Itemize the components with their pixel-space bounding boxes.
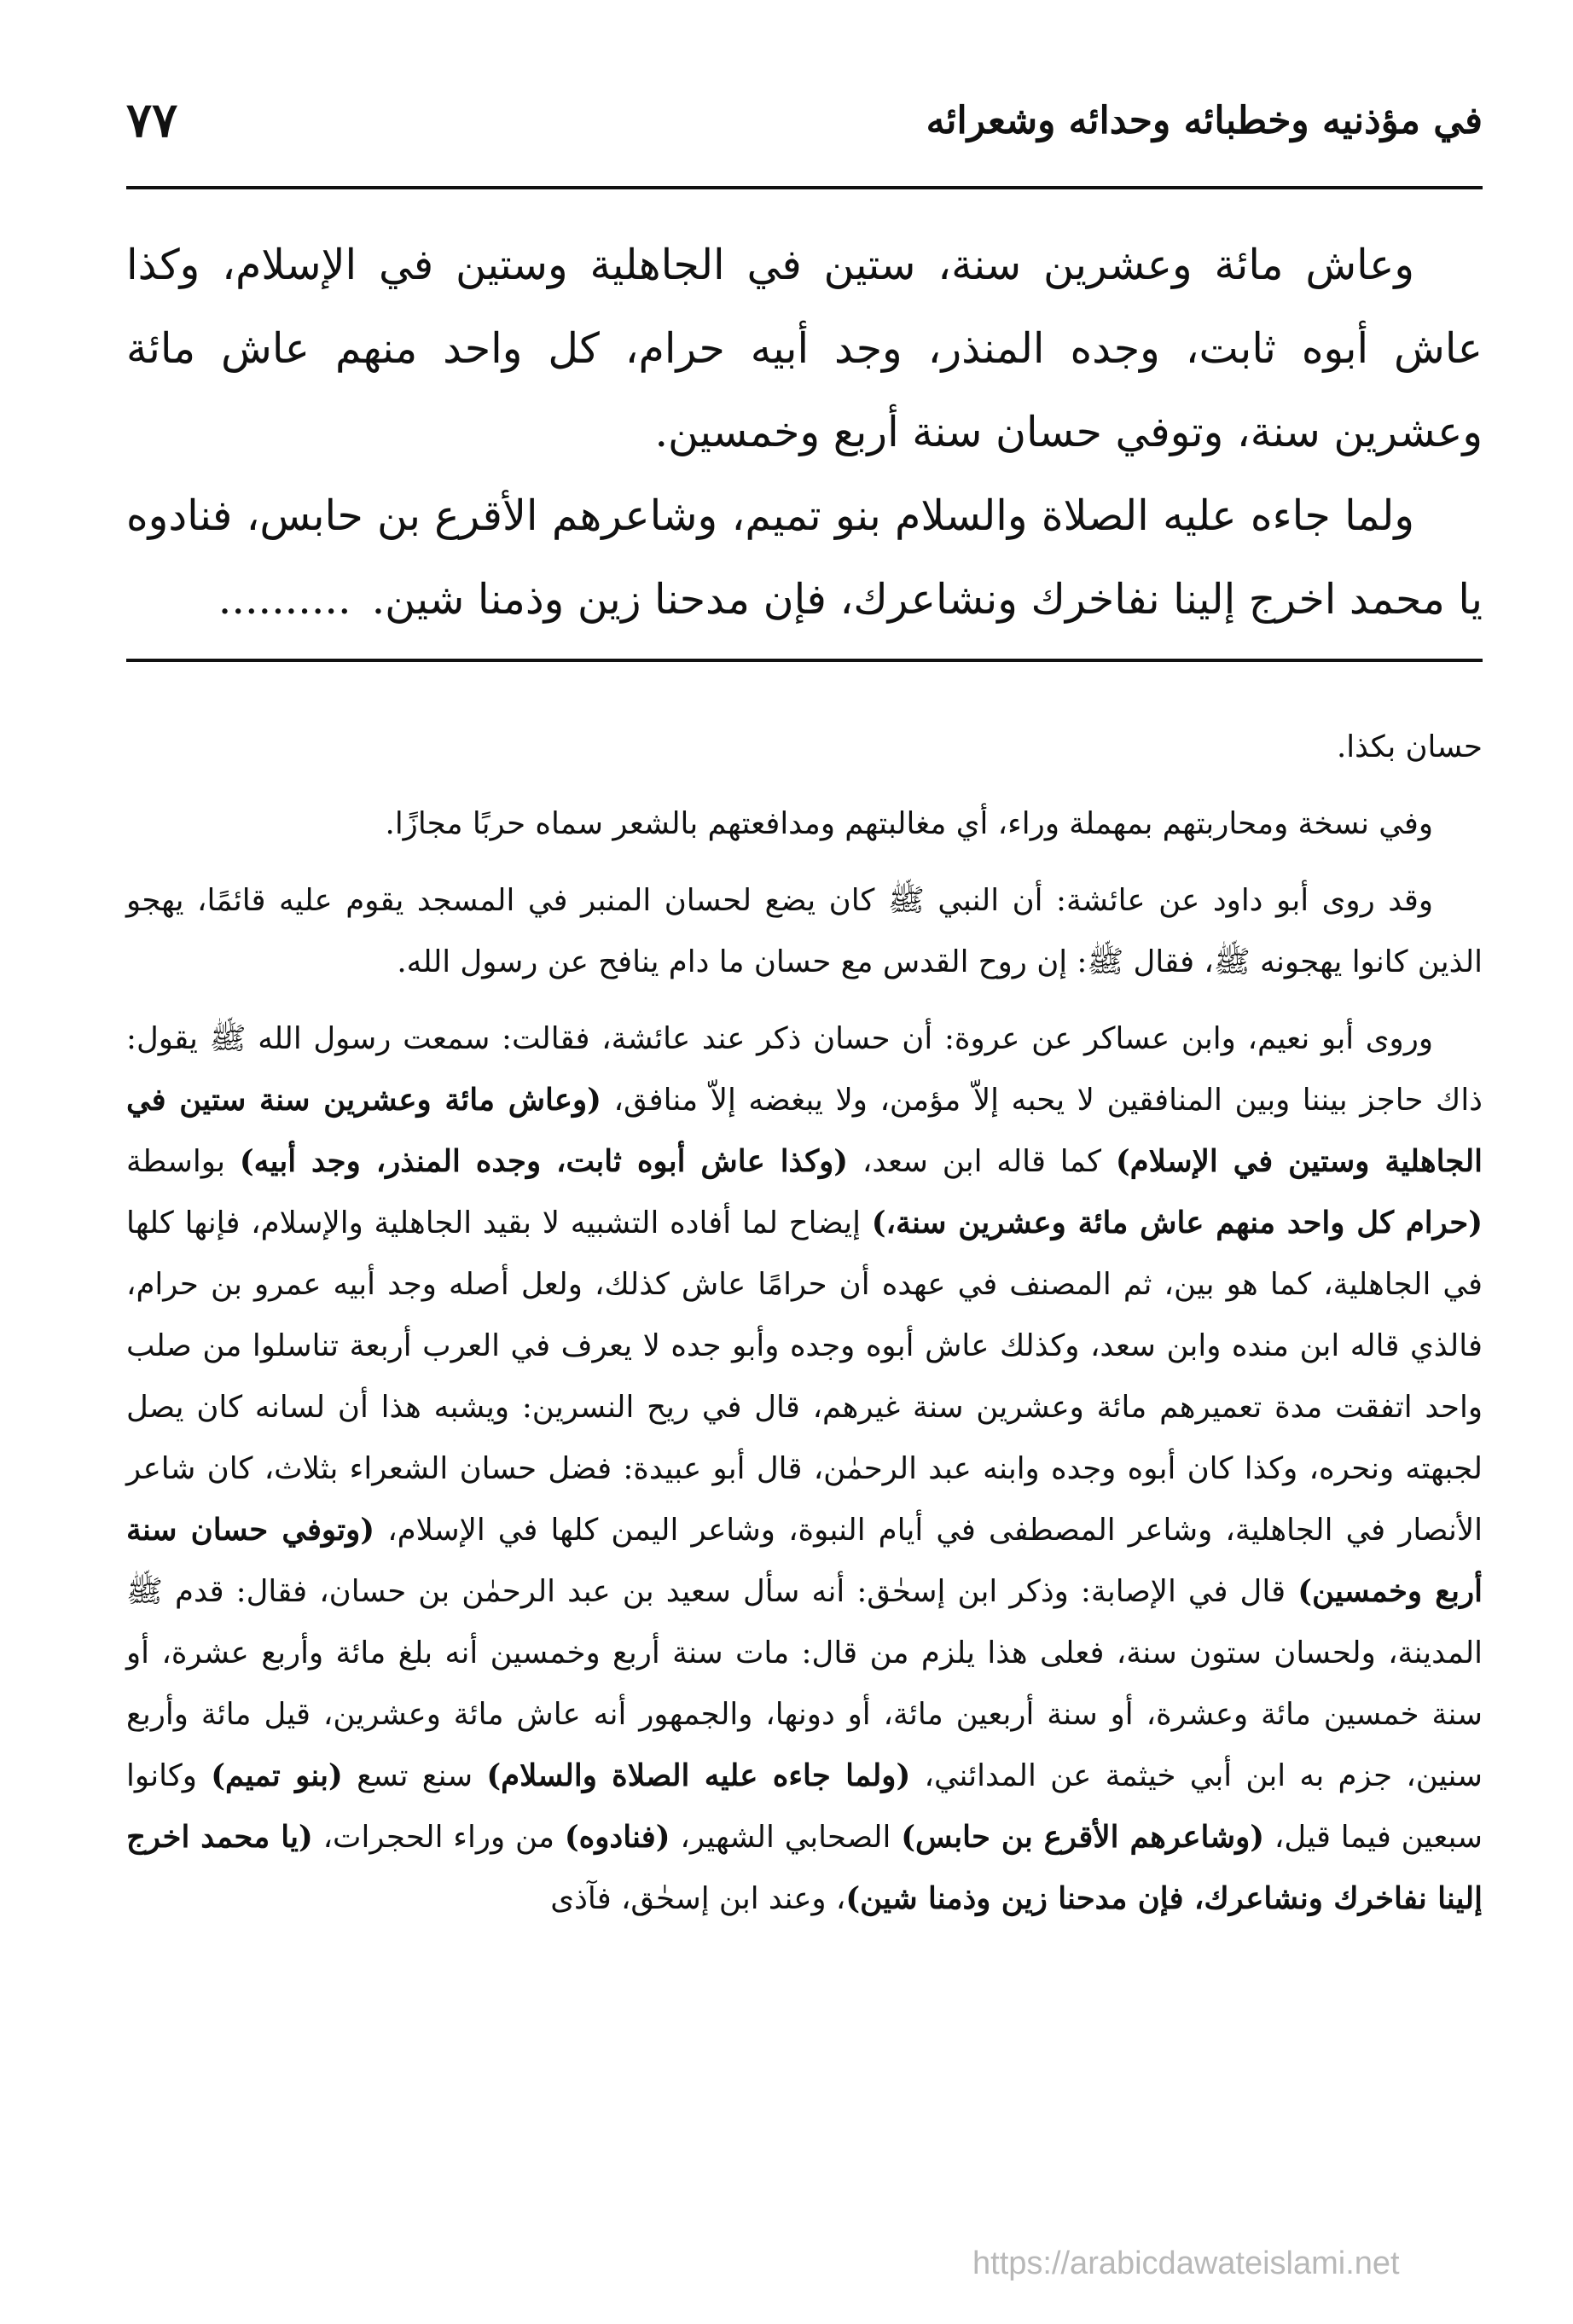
commentary [126, 717, 1483, 1945]
quoted-matn: (وعاش مائة وعشرين سنة ستين في الجاهلية وستين في الإسلام) [126, 1083, 1483, 1179]
commentary-text: من وراء الحجرات، [312, 1820, 565, 1855]
quoted-matn: (وشاعرهم الأقرع بن حابس) [901, 1820, 1265, 1855]
quoted-matn: (وكذا عاش أبوه ثابت، وجده المنذر، وجد أبيه) [239, 1144, 849, 1179]
commentary-paragraph-4 [126, 1008, 1483, 1930]
running-header [126, 92, 1483, 169]
commentary-paragraph-3: وقد روى أبو داود عن عائشة: أن النبي ﷺ كان يضع لحسان المنبر في المسجد يقوم عليه قائمًا، يهجو الذين كانوا يهجونه ﷺ، فقال ﷺ: إن روح القدس مع حسان ما دام ينافح عن رسول الله. [126, 883, 1483, 979]
commentary-text: إيضاح لما أفاده التشبيه لا بقيد الجاهلية والإسلام، فإنها كلها في الجاهلية، كما هو بين، ثم المصنف في عهده أن حرامًا عاش كذلك، ولعل أصله وجد أبيه عمرو بن حرام، فالذي قاله ابن منده وابن سعد، وكذلك عاش أبوه وجده وأبو جده لا يعرف في العرب أربعة تناسلوا من صلب واحد اتفقت مدة تعميرهم مائة وعشرين سنة غيرهم، قال في ريح النسرين: ويشبه هذا أن لسانه كان يصل لجبهته ونحره، وكذا كان أبوه وجده وابنه عبد الرحمٰن، قال أبو عبيدة: فضل حسان الشعراء بثلاث، كان شاعر الأنصار في الجاهلية، وشاعر المصطفى في أيام النبوة، وشاعر اليمن كلها في الإسلام، [126, 1206, 1483, 1548]
commentary-text: وروى أبو نعيم، وابن عساكر عن عروة: أن حسان ذكر عند عائشة، فقالت: سمعت رسول الله ﷺ يقول: ذاك حاجز بيننا وبين المنافقين لا يحبه إلاّ مؤمن، ولا يبغضه إلاّ منافق، [126, 1021, 1483, 1118]
main-paragraph-2 [126, 474, 1483, 642]
commentary-text: كما قاله ابن سعد، [848, 1144, 1116, 1179]
commentary-paragraph-1: حسان بكذا. [1336, 729, 1483, 764]
commentary-divider [126, 659, 1483, 662]
continuation-dots: .......... [218, 575, 351, 624]
main-paragraph-1: وعاش مائة وعشرين سنة، ستين في الجاهلية وستين في الإسلام، وكذا عاش أبوه ثابت، وجده المنذر، وجد أبيه حرام، كل واحد منهم عاش مائة وعشرين سنة، وتوفي حسان سنة أربع وخمسين. [126, 241, 1483, 456]
quoted-matn: (ولما جاءه عليه الصلاة والسلام) [486, 1758, 911, 1793]
quoted-matn: (يا محمد اخرج إلينا نفاخرك ونشاعرك، فإن مدحنا زين وذمنا شين) [126, 1820, 1483, 1916]
commentary-text: قال في الإصابة: وذكر ابن إسحٰق: أنه سأل سعيد بن عبد الرحمٰن بن حسان، فقال: قدم ﷺ المدينة، ولحسان ستون سنة، فعلى هذا يلزم من قال: مات سنة أربع وخمسين أنه بلغ مائة وأربع عشرة، أو سنة خمسين مائة وعشرة، أو سنة أربعين مائة، أو دونها، والجمهور أنه عاش مائة وعشرين، قيل مائة وأربع سنين، جزم به ابن أبي خيثمة عن المدائني، [126, 1574, 1483, 1793]
quoted-matn: (حرام كل واحد منهم عاش مائة وعشرين سنة،) [871, 1206, 1483, 1240]
commentary-paragraph-2: وفي نسخة ومحاربتهم بمهملة وراء، أي مغالبتهم ومدافعتهم بالشعر سماه حربًا مجازًا. [385, 806, 1433, 841]
main-paragraph-2-text: ولما جاءه عليه الصلاة والسلام بنو تميم، وشاعرهم الأقرع بن حابس، فنادوه يا محمد اخرج إلينا نفاخرك ونشاعرك، فإن مدحنا زين وذمنا شين. [126, 491, 1483, 624]
commentary-text: سنع تسع [342, 1758, 487, 1793]
commentary-text: بواسطة [126, 1144, 240, 1179]
header-title: في مؤذنيه وخطبائه وحدائه وشعرائه [926, 99, 1483, 142]
page-number: ٧٧ [126, 92, 178, 148]
watermark-url: https://arabicdawateislami.net [972, 2246, 1400, 2281]
main-text [126, 224, 1483, 642]
commentary-text: وكانوا سبعين فيما قيل، [126, 1758, 1483, 1855]
commentary-text: الصحابي الشهير، [670, 1820, 902, 1855]
quoted-matn: (وتوفي حسان سنة أربع وخمسين) [126, 1513, 1483, 1609]
quoted-matn: (بنو تميم) [211, 1758, 343, 1793]
quoted-matn: (فنادوه) [564, 1820, 670, 1855]
header-divider [126, 186, 1483, 189]
commentary-text: ، وعند ابن إسحٰق، فآذى [550, 1881, 846, 1916]
